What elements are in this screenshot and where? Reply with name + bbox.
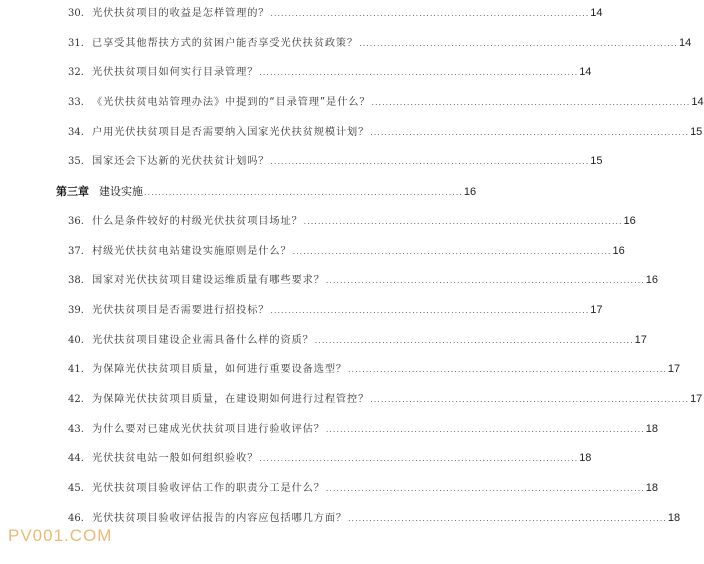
dot-leader: .......................................................................................... (348, 365, 667, 375)
toc-entry-number: 33. (68, 97, 84, 109)
toc-entry-title: 为保障光伏扶贫项目质量，如何进行重要设备选型？ (92, 364, 348, 376)
toc-entry-number: 40. (68, 334, 84, 346)
toc-entry-page: 17 (634, 333, 647, 346)
toc-entry-number: 42. (68, 393, 84, 405)
toc-entry-number: 45. (68, 483, 84, 494)
toc-entry[interactable] (68, 123, 703, 142)
toc-entry[interactable] (68, 34, 692, 53)
toc-entry[interactable] (68, 242, 625, 261)
toc-chapter-heading[interactable] (56, 182, 477, 201)
toc-entry[interactable] (68, 390, 703, 409)
toc-entry-page: 18 (667, 511, 681, 524)
toc-entry[interactable] (68, 152, 603, 171)
toc-entry-title: 光伏扶贫项目验收评估工作的职责分工是什么？ (92, 483, 325, 494)
toc-entry-number: 44. (68, 453, 84, 465)
toc-entry-page: 18 (645, 422, 658, 435)
toc-entry[interactable] (68, 4, 603, 23)
toc-entry-page: 17 (590, 303, 603, 316)
toc-entry-title: 为保障光伏扶贫项目质量，在建设期如何进行过程管控？ (92, 393, 370, 405)
toc-entry-number: 32. (68, 67, 84, 79)
toc-entry-page: 16 (612, 244, 625, 257)
toc-entry-number: 37. (68, 245, 84, 257)
toc-entry-number: 34. (68, 126, 84, 138)
dot-leader: .......................................................................................... (259, 454, 579, 464)
toc-entry-page: 14 (579, 66, 592, 79)
toc-entry-page: 17 (667, 363, 681, 376)
dot-leader: .......................................................................................... (370, 394, 690, 404)
toc-entry-page: 14 (590, 7, 603, 19)
dot-leader: .......................................................................................... (359, 38, 678, 48)
dot-leader: .......................................................................................... (259, 68, 579, 78)
toc-entry-number: 39. (68, 304, 84, 316)
dot-leader: .......................................................................................... (270, 157, 590, 167)
toc-entry-title: 户用光伏扶贫项目是否需要纳入国家光伏扶贫规模计划？ (92, 126, 370, 138)
toc-entry-title: 光伏扶贫项目是否需要进行招投标？ (92, 304, 270, 316)
dot-leader: .......................................................................................... (314, 335, 634, 345)
toc-entry[interactable] (68, 93, 704, 112)
toc-entry[interactable] (68, 449, 592, 468)
dot-leader: .......................................................................................... (325, 276, 645, 286)
toc-entry-page: 16 (645, 274, 658, 287)
toc-entry-number: 36. (68, 215, 84, 227)
toc-entry-page: 14 (691, 96, 704, 109)
toc-entry[interactable] (68, 509, 681, 528)
toc-entry-number: 46. (68, 512, 84, 524)
toc-entry-page: 17 (690, 392, 703, 405)
toc-entry-page: 18 (579, 452, 592, 465)
toc-entry-page: 18 (645, 482, 658, 494)
toc-entry[interactable] (68, 212, 636, 231)
toc-entry-title: 村级光伏扶贫电站建设实施原则是什么？ (92, 245, 292, 257)
toc-entry[interactable] (68, 360, 681, 379)
chapter-label: 第三章 (56, 185, 89, 199)
toc-entry-number: 41. (68, 364, 84, 376)
toc-entry-page: 14 (678, 36, 692, 49)
dot-leader: .......................................................................................... (325, 424, 645, 434)
toc-entry-title: 光伏扶贫项目如何实行目录管理？ (92, 67, 259, 79)
site-watermark: PV001.COM (8, 526, 113, 545)
chapter-title: 建设实施 (99, 185, 143, 199)
toc-entry-title: 国家还会下达新的光伏扶贫计划吗？ (92, 156, 270, 168)
dot-leader: .......................................................................................... (292, 246, 612, 256)
toc-entry[interactable] (68, 420, 658, 439)
toc-entry-title: 已享受其他帮扶方式的贫困户能否享受光伏扶贫政策？ (92, 37, 359, 49)
dot-leader: .......................................................................................... (325, 484, 645, 493)
toc-entry-title: 什么是条件较好的村级光伏扶贫项目场址？ (92, 215, 303, 227)
toc-entry[interactable] (68, 331, 647, 350)
dot-leader: .......................................................................................... (371, 98, 691, 108)
table-of-contents (56, 4, 704, 538)
toc-entry-title: 国家对光伏扶贫项目建设运维质量有哪些要求？ (92, 275, 325, 287)
toc-entry-page: 15 (690, 125, 703, 138)
dot-leader: .......................................................................................... (270, 9, 590, 18)
dot-leader: .......................................................................................... (370, 127, 690, 137)
chapter-page: 16 (463, 186, 477, 199)
dot-leader: .......................................................................................... (144, 188, 463, 198)
toc-entry-title: 光伏扶贫项目的收益是怎样管理的？ (92, 8, 270, 19)
toc-entry-number: 43. (68, 423, 84, 435)
toc-entry-title: 为什么要对已建成光伏扶贫项目进行验收评估？ (92, 423, 325, 435)
toc-entry[interactable] (68, 63, 592, 82)
toc-entry[interactable] (68, 271, 658, 290)
toc-entry-page: 16 (623, 214, 636, 227)
toc-entry-number: 31. (68, 37, 84, 49)
toc-entry-title: 《光伏扶贫电站管理办法》中提到的“目录管理”是什么？ (92, 97, 371, 109)
toc-entry[interactable] (68, 479, 658, 498)
dot-leader: .......................................................................................... (270, 305, 590, 315)
toc-entry-number: 30. (68, 8, 84, 19)
dot-leader: .......................................................................................... (348, 513, 667, 523)
toc-entry-number: 38. (68, 275, 84, 287)
toc-entry-number: 35. (68, 156, 84, 168)
toc-entry-title: 光伏扶贫项目验收评估报告的内容应包括哪几方面？ (92, 512, 348, 524)
toc-entry[interactable] (68, 301, 603, 320)
toc-entry-title: 光伏扶贫项目建设企业需具备什么样的资质？ (92, 334, 314, 346)
toc-entry-page: 15 (590, 155, 603, 168)
toc-entry-title: 光伏扶贫电站一般如何组织验收？ (92, 453, 259, 465)
dot-leader: .......................................................................................... (303, 216, 623, 226)
